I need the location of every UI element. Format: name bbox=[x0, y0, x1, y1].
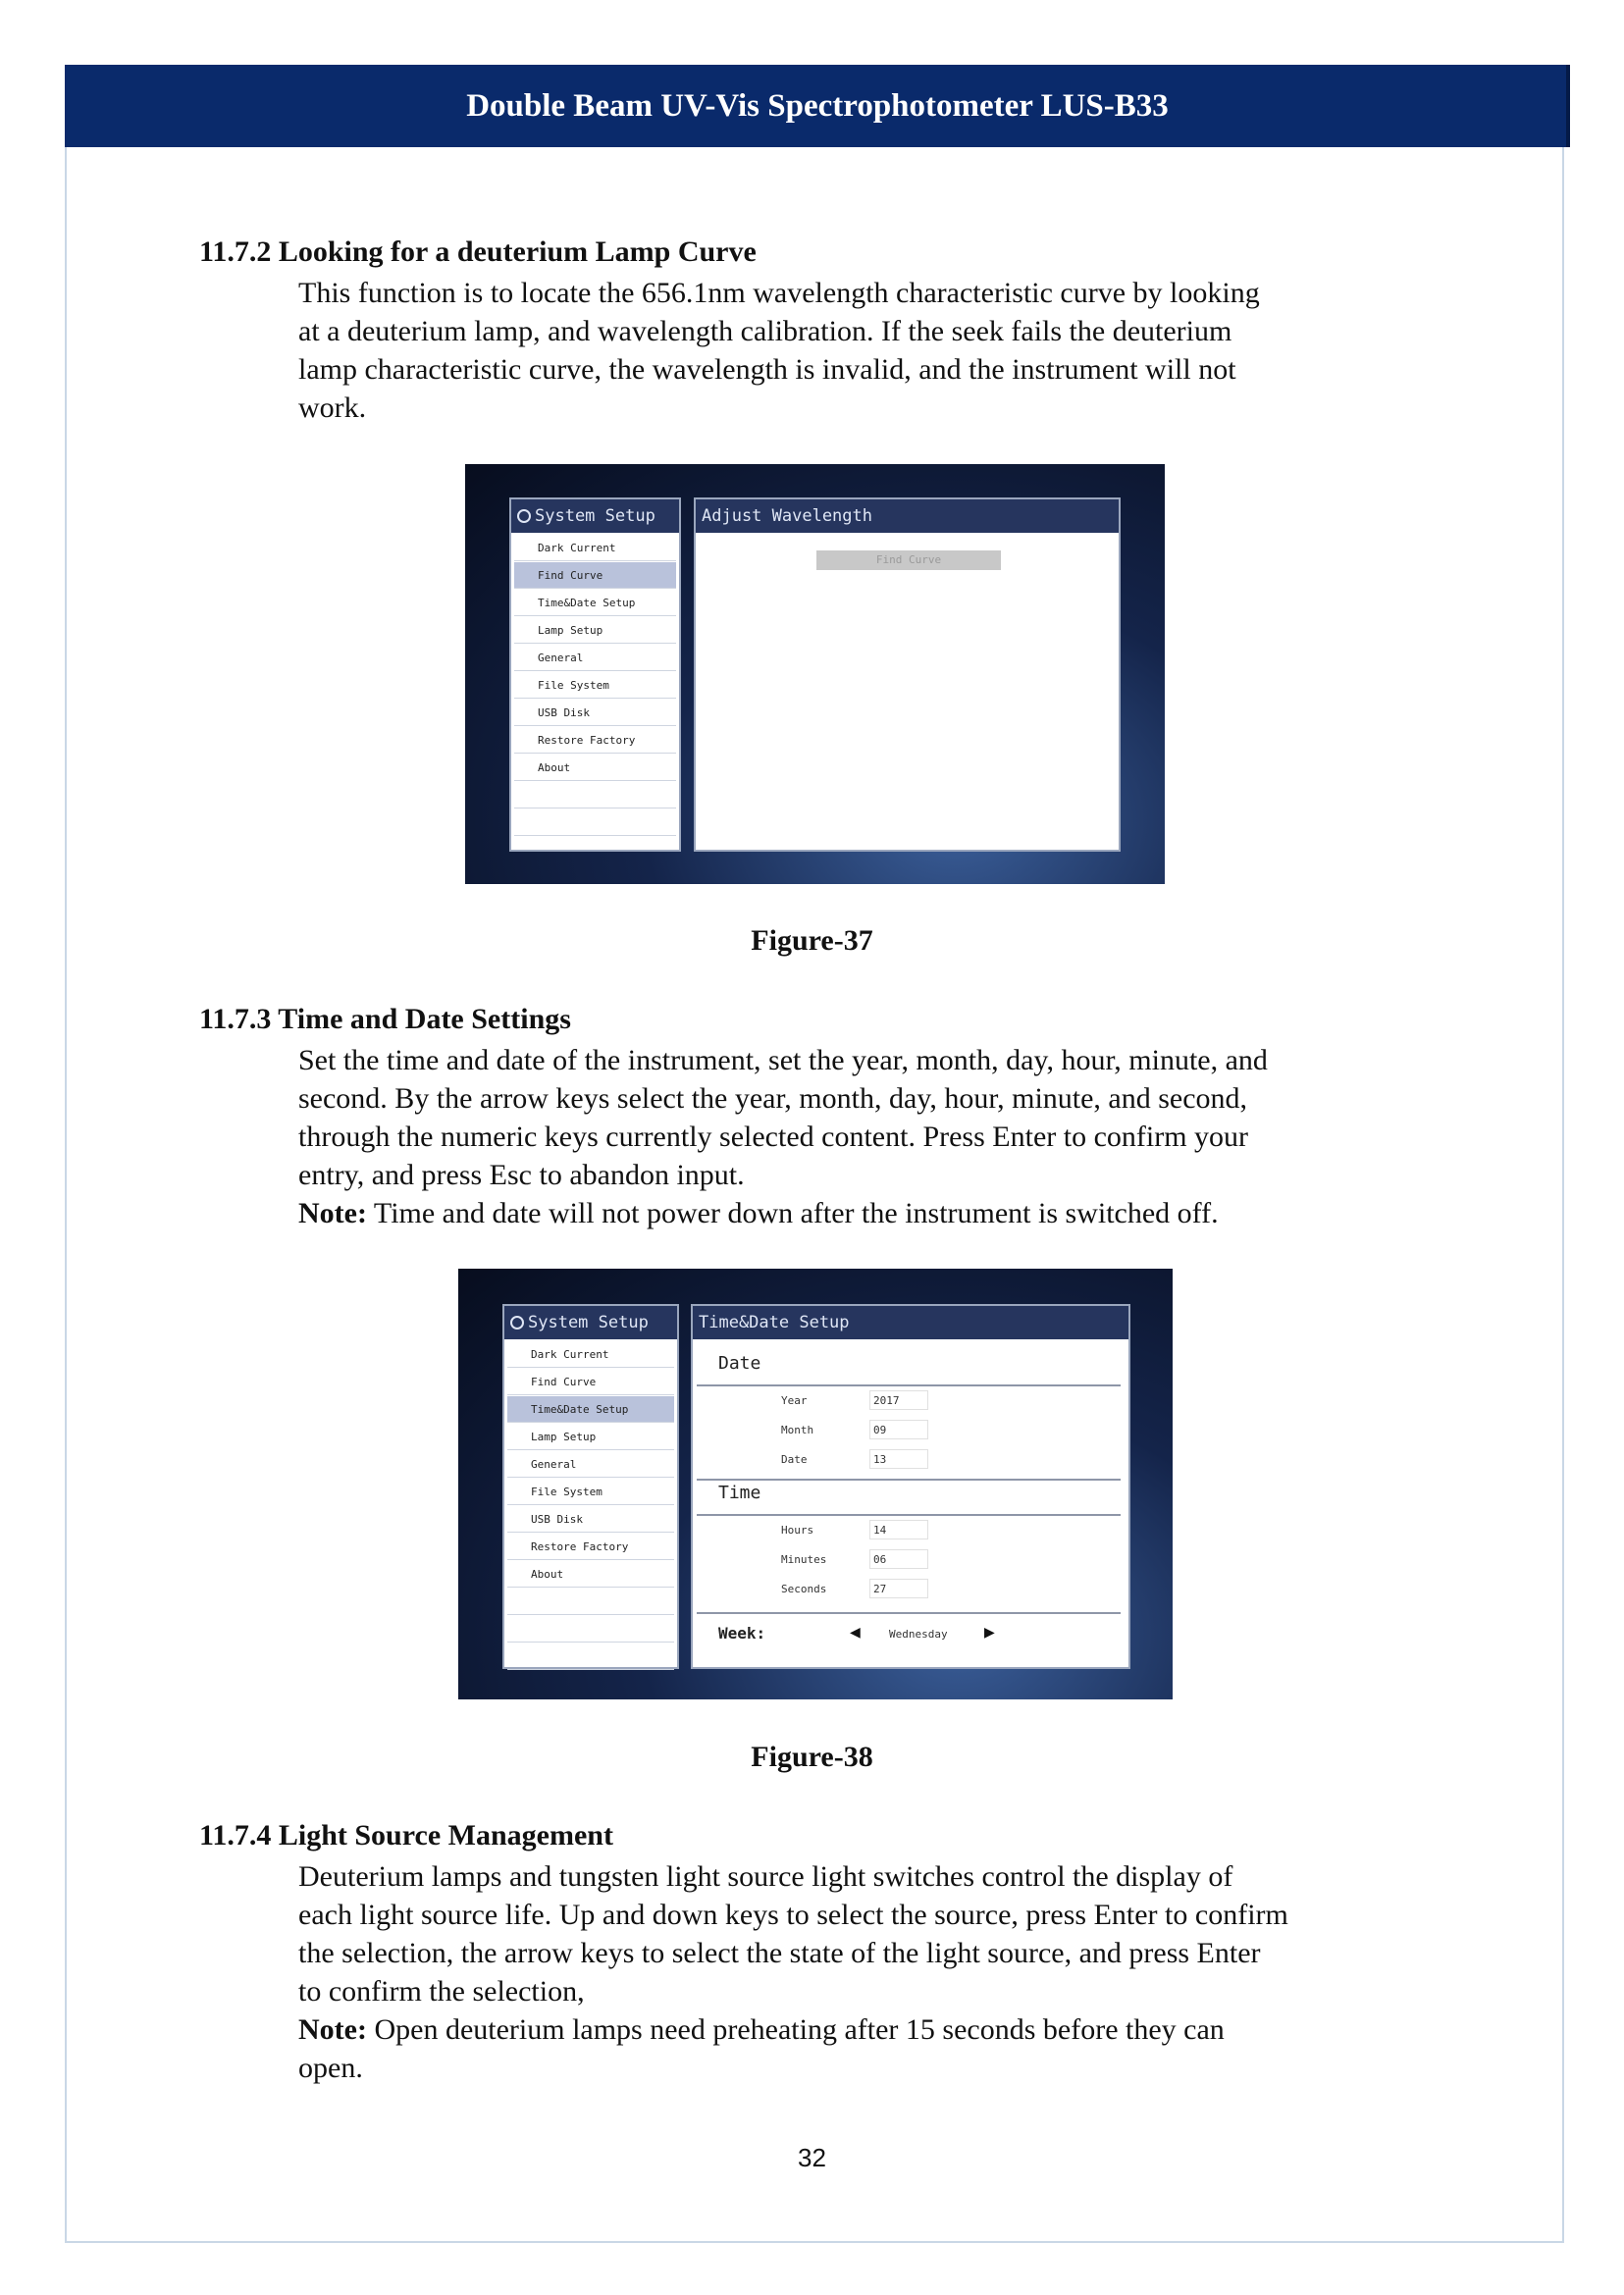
note-line bbox=[298, 1194, 1437, 1232]
month-field[interactable]: 09 bbox=[869, 1420, 928, 1439]
menu-item-dark-current[interactable]: Dark Current bbox=[514, 535, 676, 561]
menu-item-time-date-setup[interactable]: Time&Date Setup bbox=[507, 1396, 674, 1423]
body-line: entry, and press Esc to abandon input. bbox=[298, 1159, 745, 1191]
year-label: Year bbox=[781, 1394, 808, 1407]
menu-item-empty bbox=[507, 1643, 674, 1670]
time-group-title: Time bbox=[718, 1483, 761, 1503]
section-body-light-source bbox=[298, 1857, 1437, 2087]
time-date-panel bbox=[691, 1304, 1130, 1669]
body-line: This function is to locate the 656.1nm wavelength characteristic curve by looking bbox=[298, 277, 1260, 309]
gear-icon bbox=[510, 1316, 524, 1330]
menu-item-file-system[interactable]: File System bbox=[507, 1479, 674, 1505]
section-body-find-curve bbox=[298, 274, 1437, 427]
section-heading-light-source: 11.7.4 Light Source Management bbox=[199, 1819, 613, 1852]
body-line: Deuterium lamps and tungsten light source light switches control the display of bbox=[298, 1860, 1233, 1893]
minutes-field[interactable]: 06 bbox=[869, 1549, 928, 1569]
menu-item-about[interactable]: About bbox=[514, 755, 676, 781]
body-line: open. bbox=[298, 2052, 363, 2084]
note-label: Note: bbox=[298, 2013, 367, 2046]
hours-label: Hours bbox=[781, 1524, 814, 1537]
arrow-right-icon[interactable]: ▶ bbox=[984, 1625, 995, 1641]
note-label: Note: bbox=[298, 1197, 367, 1229]
figure-37-screenshot bbox=[465, 464, 1165, 884]
body-line: the selection, the arrow keys to select the state of the light source, and press Enter bbox=[298, 1937, 1261, 1969]
menu-item-find-curve[interactable]: Find Curve bbox=[514, 562, 676, 589]
panel-title: Time&Date Setup bbox=[693, 1306, 1128, 1339]
year-field[interactable]: 2017 bbox=[869, 1390, 928, 1410]
menu-item-about[interactable]: About bbox=[507, 1561, 674, 1588]
menu-item-file-system[interactable]: File System bbox=[514, 672, 676, 699]
menu-item-restore-factory[interactable]: Restore Factory bbox=[507, 1534, 674, 1560]
menu-item-empty bbox=[514, 809, 676, 836]
menu-item-general[interactable]: General bbox=[514, 645, 676, 671]
menu-item-time-date-setup[interactable]: Time&Date Setup bbox=[514, 590, 676, 616]
body-line: through the numeric keys currently selected content. Press Enter to confirm your bbox=[298, 1121, 1249, 1153]
menu-title: System Setup bbox=[528, 1313, 649, 1332]
hours-field[interactable]: 14 bbox=[869, 1520, 928, 1539]
body-line: at a deuterium lamp, and wavelength calibration. If the seek fails the deuterium bbox=[298, 315, 1232, 347]
gear-icon bbox=[517, 509, 531, 523]
panel-title: Adjust Wavelength bbox=[696, 499, 1119, 533]
find-curve-button[interactable]: Find Curve bbox=[816, 550, 1001, 570]
seconds-label: Seconds bbox=[781, 1583, 827, 1595]
menu-item-usb-disk[interactable]: USB Disk bbox=[514, 700, 676, 726]
time-divider bbox=[697, 1514, 1121, 1516]
note-text: Open deuterium lamps need preheating after 15 seconds before they can bbox=[366, 2013, 1225, 2046]
page-number: 32 bbox=[798, 2143, 826, 2172]
arrow-left-icon[interactable]: ◀ bbox=[850, 1625, 861, 1641]
seconds-field[interactable]: 27 bbox=[869, 1579, 928, 1598]
date-divider bbox=[697, 1384, 1121, 1386]
week-value: Wednesday bbox=[889, 1628, 948, 1641]
time-top-divider bbox=[697, 1479, 1121, 1481]
body-line: to confirm the selection, bbox=[298, 1975, 585, 2008]
header-banner-edge bbox=[1566, 65, 1570, 147]
header-banner: Double Beam UV-Vis Spectrophotometer LUS-B33 bbox=[65, 65, 1570, 147]
figure-38-screenshot bbox=[458, 1269, 1173, 1699]
date-field[interactable]: 13 bbox=[869, 1449, 928, 1469]
menu-item-general[interactable]: General bbox=[507, 1451, 674, 1478]
adjust-wavelength-panel bbox=[694, 497, 1121, 852]
note-line bbox=[298, 2010, 1437, 2049]
date-label: Date bbox=[781, 1453, 808, 1466]
system-setup-menu bbox=[502, 1304, 679, 1669]
menu-title: System Setup bbox=[535, 506, 655, 526]
figure-38-caption: Figure-38 bbox=[751, 1741, 873, 1773]
body-line: second. By the arrow keys select the year, month, day, hour, minute, and second, bbox=[298, 1082, 1248, 1115]
menu-item-restore-factory[interactable]: Restore Factory bbox=[514, 727, 676, 754]
menu-item-empty bbox=[514, 782, 676, 808]
month-label: Month bbox=[781, 1424, 814, 1436]
menu-title-bar bbox=[504, 1306, 677, 1339]
body-line: each light source life. Up and down keys to select the source, press Enter to confirm bbox=[298, 1899, 1288, 1931]
menu-item-empty bbox=[507, 1589, 674, 1615]
week-label: Week: bbox=[718, 1624, 766, 1643]
system-setup-menu bbox=[509, 497, 681, 852]
menu-item-usb-disk[interactable]: USB Disk bbox=[507, 1506, 674, 1533]
menu-item-find-curve[interactable]: Find Curve bbox=[507, 1369, 674, 1395]
menu-item-lamp-setup[interactable]: Lamp Setup bbox=[507, 1424, 674, 1450]
note-text: Time and date will not power down after the instrument is switched off. bbox=[366, 1197, 1219, 1229]
menu-item-dark-current[interactable]: Dark Current bbox=[507, 1341, 674, 1368]
date-group-title: Date bbox=[718, 1353, 761, 1374]
menu-item-lamp-setup[interactable]: Lamp Setup bbox=[514, 617, 676, 644]
body-line: lamp characteristic curve, the wavelength is invalid, and the instrument will not bbox=[298, 353, 1236, 386]
minutes-label: Minutes bbox=[781, 1553, 827, 1566]
body-line: Set the time and date of the instrument, set the year, month, day, hour, minute, and bbox=[298, 1044, 1268, 1076]
section-body-time-date bbox=[298, 1041, 1437, 1232]
figure-37-caption: Figure-37 bbox=[751, 924, 873, 957]
week-divider bbox=[697, 1612, 1121, 1614]
menu-title-bar bbox=[511, 499, 679, 533]
section-heading-time-date: 11.7.3 Time and Date Settings bbox=[199, 1003, 571, 1035]
section-heading-find-curve: 11.7.2 Looking for a deuterium Lamp Curve bbox=[199, 235, 757, 268]
body-line: work. bbox=[298, 391, 367, 424]
menu-item-empty bbox=[507, 1616, 674, 1643]
